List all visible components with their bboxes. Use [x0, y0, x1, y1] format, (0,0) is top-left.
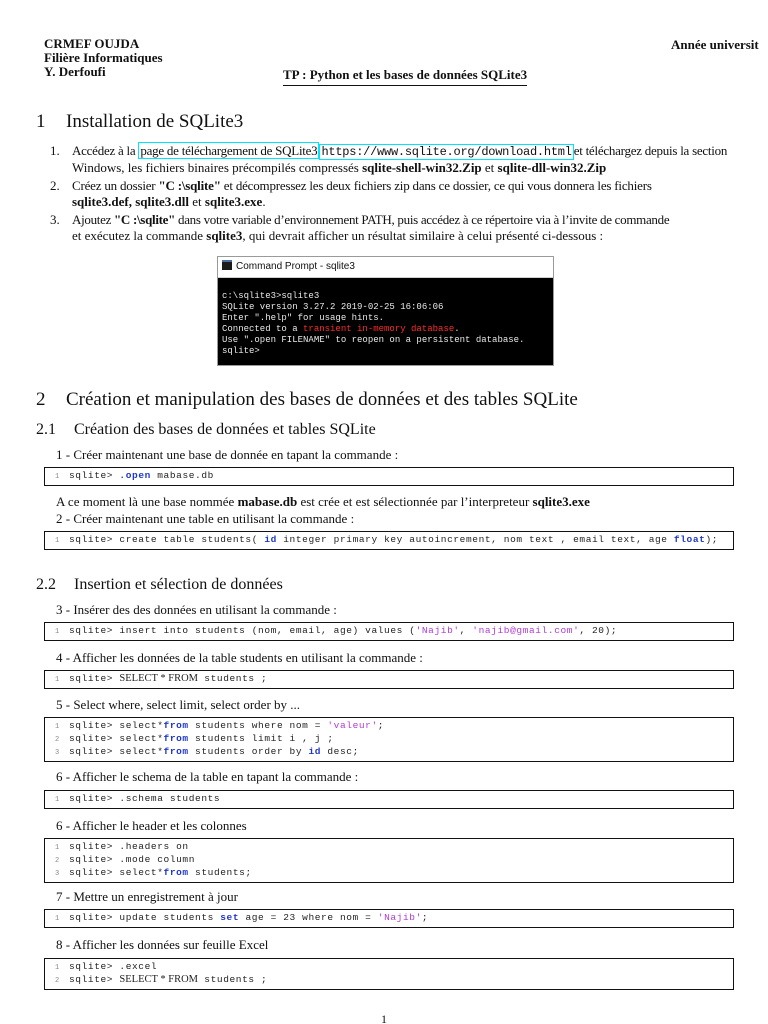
code-block-select-all [44, 670, 734, 689]
filename: sqlite-dll-win32.Zip [497, 160, 607, 175]
item-line [72, 194, 740, 210]
text: , qui devrait afficher un résultat similaire à celui présenté ci-dessous : [242, 228, 604, 243]
terminal-screen [218, 278, 553, 357]
code-line [55, 720, 733, 733]
line-number: 2 [55, 736, 60, 744]
section-number: 2 [36, 389, 46, 410]
code-text: sqlite> update students [69, 912, 221, 923]
code-block-create-table [44, 531, 734, 550]
code-block-select-variants [44, 717, 734, 762]
line-number: 3 [55, 870, 60, 878]
filename: sqlite3.def, sqlite3.dll [72, 194, 190, 209]
code-block-excel [44, 958, 734, 990]
line-number: 1 [55, 796, 60, 804]
subsection-number: 2.1 [36, 421, 56, 438]
code-block-headers [44, 838, 734, 883]
code-text: students limit i , j ; [188, 733, 334, 744]
item-line [72, 160, 740, 176]
step-5-text: 5 - Select where, select limit, select order by ... [56, 697, 301, 712]
code-text: integer primary key autoincrement, nom text , email text, age [276, 534, 674, 545]
subsection-number: 2.2 [36, 576, 56, 593]
item-line [72, 228, 740, 244]
code-text: sqlite> .headers on [69, 841, 189, 852]
filename: sqlite3.exe [204, 194, 263, 209]
code-text: sqlite> select* [69, 733, 164, 744]
code-line [55, 867, 733, 880]
line-number: 3 [55, 749, 60, 757]
code-block-schema [44, 790, 734, 809]
step-8-text: 8 - Afficher les données sur feuille Excel [56, 937, 269, 952]
section-number: 1 [36, 111, 46, 132]
code-keyword: id [264, 534, 277, 545]
code-text: sqlite> .schema students [69, 793, 221, 804]
section-2-heading [36, 389, 578, 411]
code-text: sqlite> [69, 974, 120, 985]
list-item [50, 212, 740, 244]
code-text: students; [188, 867, 252, 878]
download-url-link[interactable]: https://www.sqlite.org/download.html [321, 145, 572, 159]
folder-path: "C :\sqlite" [114, 212, 176, 227]
code-line [55, 961, 733, 974]
list-item [50, 178, 740, 210]
text: A ce moment là une base nommée [56, 494, 238, 509]
code-text: , [459, 625, 473, 636]
text: et exécutez la commande [72, 228, 207, 243]
step-2-text: 2 - Créer maintenant une table en utilisant la commande : [56, 511, 355, 526]
list-item [50, 143, 740, 176]
code-line [55, 854, 733, 867]
code-line [55, 534, 733, 547]
header-left [44, 37, 163, 79]
line-number: 2 [55, 857, 60, 865]
code-line [55, 746, 733, 759]
line-number: 1 [55, 915, 60, 923]
filename: sqlite-shell-win32.Zip [362, 160, 482, 175]
text: dans votre variable d’environnement PATH, puis accédez à ce répertoire via à l’invite de commande [175, 212, 670, 227]
line-number: 1 [55, 628, 60, 636]
command-prompt-icon [222, 260, 232, 270]
line-number: 1 [55, 676, 60, 684]
code-block-insert [44, 622, 734, 641]
item-number: 2. [50, 178, 60, 193]
code-text: sqlite> .excel [69, 961, 158, 972]
text: Connected to a [222, 324, 304, 334]
step-6-headers-text: 6 - Afficher le header et les colonnes [56, 818, 247, 833]
code-text: sqlite> create table students( [69, 534, 265, 545]
code-keyword: id [308, 746, 322, 757]
line-number: 1 [55, 537, 60, 545]
line-number: 1 [55, 844, 60, 852]
text: et [481, 160, 498, 175]
code-block-open [44, 467, 734, 486]
section-1-heading [36, 111, 243, 133]
text: est crée et est sélectionnée par l’interpreteur [297, 494, 533, 509]
code-string: 'valeur' [327, 720, 378, 731]
text: . [262, 194, 266, 209]
terminal-line [222, 324, 553, 335]
code-line [55, 841, 733, 854]
text: . [454, 324, 460, 334]
terminal-title-bar [218, 257, 553, 278]
exe-name: sqlite3.exe [532, 494, 590, 509]
code-text: students order by [188, 746, 309, 757]
terminal-line: c:\sqlite3>sqlite3 [222, 291, 320, 301]
folder-path: "C :\sqlite" [158, 178, 221, 193]
code-string: 'Najib' [377, 912, 422, 923]
page-number: 1 [381, 1012, 387, 1024]
subsection-2-1-heading [36, 421, 376, 439]
db-name: mabase.db [237, 494, 298, 509]
code-line [55, 974, 733, 987]
code-text: sqlite> select* [69, 746, 164, 757]
code-text: students where nom = [188, 720, 328, 731]
line-number: 2 [55, 977, 60, 985]
code-line [55, 733, 733, 746]
step-6-schema-text: 6 - Afficher le schema de la table en tapant la commande : [56, 769, 359, 784]
code-text: students ; [198, 673, 268, 684]
code-text: ); [705, 534, 719, 545]
mabase-paragraph [56, 494, 590, 510]
text: Créez un dossier [72, 178, 159, 193]
code-text: sqlite> select* [69, 720, 164, 731]
code-line [55, 912, 733, 925]
code-keyword: from [163, 720, 189, 731]
code-text: age = 23 where nom = [239, 912, 378, 923]
code-line [55, 673, 733, 686]
code-keyword: .open [119, 470, 151, 481]
terminal-title: Command Prompt - sqlite3 [236, 261, 355, 272]
terminal-line: Use ".open FILENAME" to reopen on a persistent database. [222, 335, 525, 345]
code-text: SELECT * FROM [119, 673, 198, 684]
academic-year: Année universit [671, 37, 759, 52]
terminal-line: sqlite> [222, 346, 260, 356]
step-1-text: 1 - Créer maintenant une base de donnée en tapant la commande : [56, 447, 399, 462]
institution: CRMEF OUJDA [44, 36, 140, 51]
code-text: sqlite> insert into students (nom, email, age) values ( [69, 625, 416, 636]
code-text: sqlite> .mode column [69, 854, 196, 865]
code-text: students ; [198, 974, 268, 985]
section-title: Création et manipulation des bases de données et des tables SQLite [66, 389, 578, 410]
code-text: , 20); [579, 625, 618, 636]
code-keyword: set [220, 912, 240, 923]
author: Y. Derfoufi [44, 64, 106, 79]
code-keyword: from [163, 746, 189, 757]
download-page-link[interactable]: page de téléchargement de SQLite3 [140, 143, 318, 158]
install-steps-list [50, 143, 740, 246]
highlight-text: transient in-memory database [303, 324, 455, 334]
section-title: Installation de SQLite3 [66, 111, 244, 132]
code-text: sqlite> [69, 470, 120, 481]
step-3-text: 3 - Insérer des des données en utilisant la commande : [56, 602, 337, 617]
line-number: 1 [55, 964, 60, 972]
code-text: ; [377, 720, 385, 731]
text: et téléchargez depuis la section [573, 143, 728, 158]
text: Ajoutez [72, 212, 115, 227]
step-4-text: 4 - Afficher les données de la table students en utilisant la commande : [56, 650, 423, 665]
subsection-title: Insertion et sélection de données [74, 576, 283, 593]
item-line [72, 143, 740, 160]
line-number: 1 [55, 473, 60, 481]
department: Filière Informatiques [44, 50, 163, 65]
document-title: TP : Python et les bases de données SQLite3 [283, 67, 527, 86]
item-number: 3. [50, 212, 60, 227]
text: Windows, les fichiers binaires précompilés compressés [72, 160, 363, 175]
code-string: 'Najib' [415, 625, 460, 636]
code-line [55, 625, 733, 638]
subsection-2-2-heading [36, 576, 283, 594]
code-string: 'najib@gmail.com' [472, 625, 580, 636]
item-line [72, 212, 740, 228]
terminal-line: Enter ".help" for usage hints. [222, 313, 385, 323]
command-prompt-screenshot [217, 256, 554, 366]
code-keyword: float [673, 534, 706, 545]
text: et décompressez les deux fichiers zip dans ce dossier, ce qui vous donnera les fichiers [220, 178, 652, 193]
code-text: sqlite> select* [69, 867, 164, 878]
text: et [189, 194, 205, 209]
code-text: ; [421, 912, 429, 923]
terminal-line: SQLite version 3.27.2 2019-02-25 16:06:06 [222, 302, 444, 312]
code-line [55, 470, 733, 483]
code-text: sqlite> [69, 673, 120, 684]
code-keyword: from [163, 733, 189, 744]
text: Accédez à la [72, 143, 139, 158]
item-line [72, 178, 740, 194]
code-block-update [44, 909, 734, 928]
code-text: mabase.db [150, 470, 214, 481]
code-text: SELECT * FROM [119, 974, 198, 985]
command-name: sqlite3 [206, 228, 243, 243]
code-keyword: from [163, 867, 189, 878]
code-line [55, 793, 733, 806]
item-number: 1. [50, 143, 60, 158]
step-7-text: 7 - Mettre un enregistrement à jour [56, 889, 238, 904]
line-number: 1 [55, 723, 60, 731]
code-text: desc; [321, 746, 359, 757]
subsection-title: Création des bases de données et tables SQLite [74, 421, 376, 438]
